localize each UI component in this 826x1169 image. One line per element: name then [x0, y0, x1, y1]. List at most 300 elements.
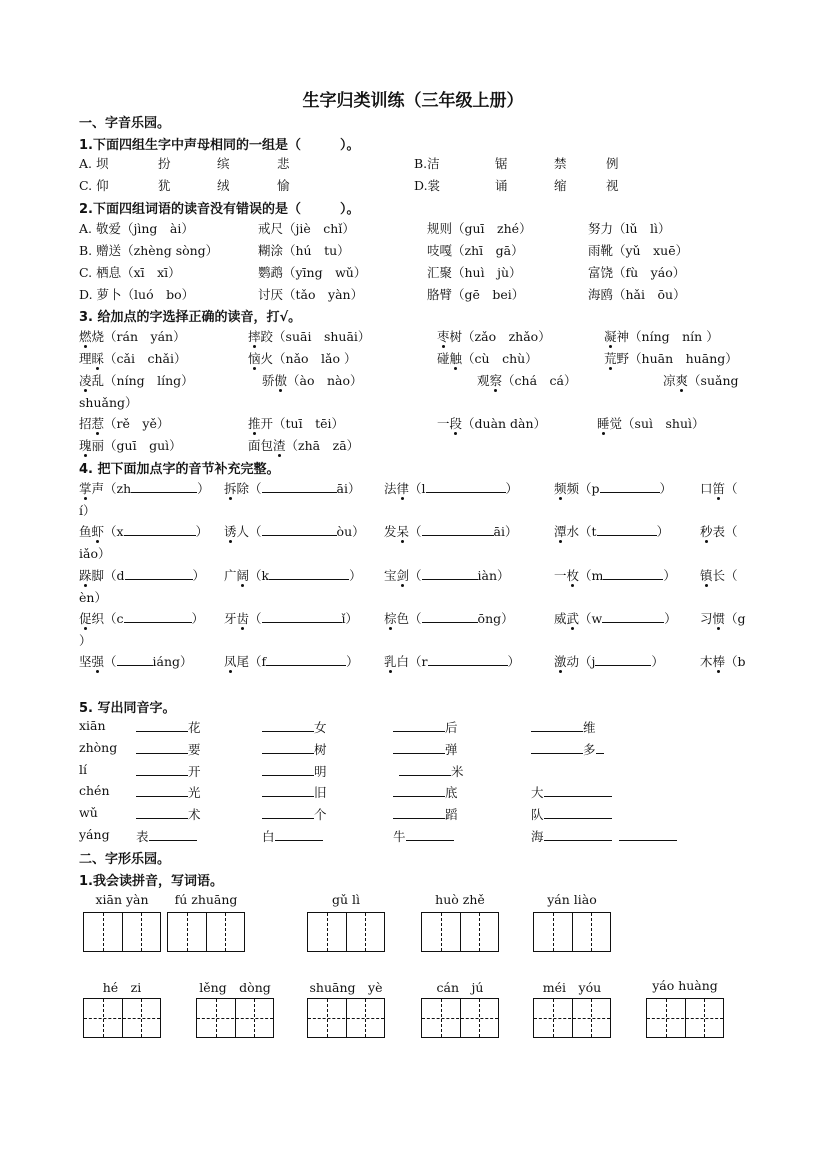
q4-answer-blank[interactable] — [262, 523, 337, 536]
dotted-char: 触 — [449, 351, 463, 366]
q2-option: 戒尺（jiè chǐ） — [258, 221, 355, 236]
dotted-char: 剑 — [396, 568, 410, 583]
char: 理 — [79, 351, 92, 366]
q3-pinyin-choices: （zhā zā） — [285, 438, 360, 453]
char: 碰 — [437, 351, 450, 366]
q4-prefix: （zh — [104, 481, 132, 496]
q3-pinyin-choices: （níng líng） — [104, 373, 194, 388]
q1-prompt: 1.下面四组生字中声母相同的一组是（ ）。 — [79, 138, 360, 153]
q4-suffix: ） — [659, 481, 673, 496]
q5-char: 明 — [314, 764, 327, 779]
q4-suffix: ） — [507, 654, 521, 669]
char: 发 — [384, 524, 397, 539]
dotted-char: 察 — [489, 373, 503, 388]
q5-char: 表 — [136, 829, 149, 844]
q4-item — [384, 566, 510, 584]
grid-divider — [460, 913, 461, 951]
q2-option: 讨厌（tǎo yàn） — [258, 287, 364, 302]
q4-answer-blank[interactable] — [602, 610, 664, 623]
q3-word — [248, 351, 273, 366]
dotted-char: 律 — [396, 481, 410, 496]
q3-pinyin-choices: （cù chù） — [462, 351, 538, 366]
writing-grid[interactable] — [421, 998, 499, 1038]
char: 乱 — [91, 373, 105, 388]
q4-answer-blank[interactable] — [269, 567, 349, 580]
dotted-char: 枣 — [437, 329, 450, 344]
q3-pinyin-choices: （tuī tēi） — [273, 416, 345, 431]
q1-option-a-2: 扮 — [158, 156, 171, 171]
q4-answer-blank[interactable] — [262, 610, 342, 623]
char: 织 — [91, 611, 105, 626]
q4-prefix: （ — [725, 568, 738, 583]
q4-word — [384, 568, 409, 583]
q5-char: 维 — [583, 720, 596, 735]
grid-guide-dashed — [327, 913, 328, 951]
q4-word — [224, 481, 249, 496]
writing-grid[interactable] — [83, 912, 161, 952]
char: 包 — [260, 438, 274, 453]
char: 脚 — [91, 568, 105, 583]
writing-grid[interactable] — [307, 912, 385, 952]
dotted-char: 惹 — [91, 416, 105, 431]
pinyin-label: gǔ lì — [331, 892, 361, 907]
q3-item — [79, 393, 138, 411]
q4-item — [79, 479, 210, 497]
q4-prefix: （j — [579, 654, 596, 669]
q4-suffix: ） — [664, 611, 677, 626]
q4-word — [79, 611, 104, 626]
q4-word — [700, 524, 725, 539]
q3-word — [248, 416, 273, 431]
char: 法 — [384, 481, 397, 496]
dotted-char: 诱 — [224, 524, 237, 539]
q1-option-b-1: B.洁 — [414, 156, 440, 171]
q4-prefix: （t — [579, 524, 597, 539]
q3-word — [79, 438, 104, 453]
q3-pinyin-choices: （guī guì） — [104, 438, 182, 453]
q3-pinyin-choices: （níng nín ） — [629, 329, 719, 344]
grid-divider — [346, 913, 347, 951]
dotted-char: 睬 — [91, 351, 105, 366]
char: 习 — [700, 611, 713, 626]
char: 声 — [91, 481, 105, 496]
q1-option-a-3: 缤 — [217, 156, 230, 171]
q5-item — [393, 740, 458, 758]
dotted-char: 频 — [554, 481, 567, 496]
q2-option: 海鸥（hǎi ōu） — [588, 287, 686, 302]
q3-word — [437, 416, 462, 431]
q4-prefix: （p — [579, 481, 600, 496]
q5-item — [136, 783, 201, 801]
q4-item — [384, 609, 514, 627]
q5-char: 蹈 — [445, 807, 458, 822]
page-title: 生字归类训练（三年级上册） — [302, 91, 524, 111]
q5-answer-blank[interactable] — [136, 784, 188, 797]
q4-prefix: （m — [579, 568, 604, 583]
q2-option: 胳臂（gē bei） — [427, 287, 525, 302]
q4-answer-blank[interactable] — [422, 523, 494, 536]
q4-answer-blank[interactable] — [125, 567, 193, 580]
q5-char: 后 — [445, 720, 458, 735]
q4-suffix: ǐ） — [341, 611, 359, 626]
q4-prefix: （ — [249, 524, 262, 539]
char: 骄 — [262, 373, 275, 388]
q5-pinyin: zhòng — [79, 740, 118, 755]
q5-answer-blank[interactable] — [136, 763, 188, 776]
q4-answer-blank[interactable] — [422, 567, 478, 580]
q5-answer-blank[interactable] — [275, 828, 323, 841]
q5-item — [262, 718, 327, 736]
q3-pinyin-choices: （duàn dàn） — [462, 416, 547, 431]
q5-answer-blank[interactable] — [531, 741, 583, 754]
q5-char: 白 — [262, 829, 275, 844]
q5-pinyin: wǔ — [79, 805, 98, 820]
q3-item — [248, 349, 357, 367]
q5-answer-blank[interactable] — [596, 741, 604, 754]
dotted-char: 笛 — [712, 481, 726, 496]
q1-option-a-1: A. 坝 — [79, 156, 109, 171]
q4-answer-blank[interactable] — [428, 653, 508, 666]
q5-answer-blank[interactable] — [399, 763, 451, 776]
q5-char: 大 — [531, 785, 544, 800]
grid-guide-dashed — [441, 913, 442, 951]
q3-word — [79, 373, 104, 388]
q5-char: 术 — [188, 807, 201, 822]
q5-answer-blank[interactable] — [393, 784, 445, 797]
q4-answer-blank[interactable] — [131, 480, 197, 493]
q2-option: 糊涂（hú tu） — [258, 243, 350, 258]
q4-word — [554, 611, 579, 626]
q4-prefix: （ — [249, 611, 262, 626]
q5-answer-blank[interactable] — [406, 828, 454, 841]
q5-answer-blank[interactable] — [136, 806, 188, 819]
q5-prompt: 5. 写出同音字。 — [79, 701, 176, 716]
q3-word — [604, 351, 629, 366]
pinyin-label: méi yóu — [542, 980, 602, 995]
q4-prefix: （g — [725, 611, 746, 626]
q4-prefix: （f — [249, 654, 267, 669]
dotted-char: 跺 — [79, 568, 92, 583]
q5-char: 树 — [314, 742, 327, 757]
q4-word — [79, 481, 104, 496]
q3-word — [79, 416, 104, 431]
q3-word — [262, 373, 287, 388]
q1-option-d-1: D.裳 — [414, 178, 441, 193]
grid-guide-dashed — [534, 1018, 610, 1019]
q2-option: 规则（guī zhé） — [427, 221, 532, 236]
q3-item — [248, 414, 344, 432]
grid-guide-dashed — [591, 913, 592, 951]
q4-item — [79, 652, 193, 670]
pinyin-label: lěng dòng — [199, 980, 271, 995]
dotted-char: 虾 — [91, 524, 105, 539]
q5-answer-blank[interactable] — [544, 784, 612, 797]
dotted-char: 掌 — [79, 481, 92, 496]
q5-answer-blank[interactable] — [544, 806, 612, 819]
q4-suffix: ōng） — [477, 611, 514, 626]
q3-item — [663, 371, 739, 389]
q4-word — [79, 568, 104, 583]
q3-pinyin-choices: （suǎng — [688, 373, 739, 388]
q3-pinyin-choices: shuǎng） — [79, 395, 138, 410]
q5-char: 要 — [188, 742, 201, 757]
grid-guide-dashed — [553, 913, 554, 951]
dotted-char: 燃 — [79, 329, 92, 344]
char: 白 — [396, 654, 410, 669]
q4-word — [384, 611, 409, 626]
q4-wrapped-text: èn） — [79, 590, 107, 605]
char: 长 — [712, 568, 726, 583]
q4-answer-blank[interactable] — [262, 480, 337, 493]
q5-item — [393, 805, 458, 823]
q4-word — [224, 524, 249, 539]
q5-answer-blank[interactable] — [136, 741, 188, 754]
char: 觉 — [609, 416, 623, 431]
q5-answer-blank[interactable] — [262, 784, 314, 797]
q4-prefix: （ — [409, 611, 422, 626]
q3-word — [79, 329, 104, 344]
q5-pinyin: xiān — [79, 718, 106, 733]
char: 除 — [236, 481, 250, 496]
q4-item — [700, 479, 738, 497]
char: 一 — [437, 416, 450, 431]
q4-suffix: āi） — [336, 481, 361, 496]
q4-answer-blank[interactable] — [422, 610, 478, 623]
q5-item — [531, 827, 677, 845]
char: 开 — [260, 416, 274, 431]
q4-word — [224, 611, 249, 626]
q4-word — [700, 481, 725, 496]
q4-answer-blank[interactable] — [117, 653, 153, 666]
dotted-char: 恼 — [248, 351, 261, 366]
dotted-char: 秒 — [700, 524, 713, 539]
q3-item — [437, 327, 551, 345]
pinyin-label: cán jú — [436, 980, 484, 995]
writing-grid[interactable] — [646, 998, 724, 1038]
q4-answer-blank[interactable] — [603, 567, 663, 580]
q1-option-b-3: 禁 — [554, 156, 567, 171]
q4-answer-blank[interactable] — [595, 653, 651, 666]
q4-item — [700, 522, 738, 540]
q4-answer-blank[interactable] — [597, 523, 657, 536]
q4-prefix: （r — [409, 654, 428, 669]
q5-answer-blank[interactable] — [149, 828, 197, 841]
dotted-char: 荒 — [604, 351, 617, 366]
writing-grid[interactable] — [533, 912, 611, 952]
q1-option-b-4: 例 — [606, 156, 619, 171]
q2-option: 富饶（fù yáo） — [588, 265, 686, 280]
q5-char: 牛 — [393, 829, 406, 844]
q3-item — [79, 436, 182, 454]
q1-option-d-3: 缩 — [554, 178, 567, 193]
q5-item — [262, 783, 327, 801]
dotted-char: 枚 — [566, 568, 580, 583]
q4-item — [79, 566, 205, 584]
q4-wrapped-text: ） — [79, 633, 92, 648]
grid-guide-dashed — [197, 1018, 273, 1019]
q5-item — [531, 740, 604, 758]
q4-item — [224, 479, 361, 497]
q5-char: 底 — [445, 785, 458, 800]
q1-option-c-2: 犹 — [158, 178, 171, 193]
q4-answer-blank[interactable] — [124, 610, 192, 623]
q4-word — [384, 654, 409, 669]
char: 牙 — [224, 611, 237, 626]
q4-suffix: ） — [656, 524, 670, 539]
q3-item — [248, 436, 359, 454]
q5-item — [399, 762, 464, 780]
q4-prompt: 4. 把下面加点字的音节补充完整。 — [79, 462, 280, 477]
char: 动 — [566, 654, 580, 669]
grid-guide-dashed — [365, 913, 366, 951]
q5-char: 个 — [314, 807, 327, 822]
q2-option: 汇聚（huì jù） — [427, 265, 522, 280]
char: 威 — [554, 611, 567, 626]
q4-word — [384, 524, 409, 539]
dotted-char: 段 — [449, 416, 463, 431]
q3-word — [663, 373, 688, 388]
q5-answer-blank[interactable] — [619, 828, 677, 841]
dotted-char: 促 — [79, 611, 92, 626]
q1-option-d-2: 诵 — [495, 178, 508, 193]
q4-item — [224, 566, 362, 584]
char: 树 — [449, 329, 463, 344]
writing-grid[interactable] — [307, 998, 385, 1038]
q4-prefix: （b — [725, 654, 746, 669]
q5-item — [531, 718, 596, 736]
q1-option-d-4: 视 — [606, 178, 619, 193]
q3-word — [597, 416, 622, 431]
char: 广 — [224, 568, 237, 583]
q4-item — [554, 566, 676, 584]
grid-guide-dashed — [141, 913, 142, 951]
writing-grid[interactable] — [83, 998, 161, 1038]
writing-grid[interactable] — [167, 912, 245, 952]
q4-prefix: （k — [249, 568, 270, 583]
writing-grid[interactable] — [533, 998, 611, 1038]
dotted-char: 呆 — [396, 524, 410, 539]
q5-answer-blank[interactable] — [262, 741, 314, 754]
q3-item — [604, 349, 738, 367]
q4-word — [224, 654, 249, 669]
q5-answer-blank[interactable] — [262, 806, 314, 819]
q3-pinyin-choices: （cǎi chǎi） — [104, 351, 187, 366]
grid-guide-dashed — [308, 1018, 384, 1019]
q4-word — [79, 654, 104, 669]
q3-pinyin-choices: （ào nào） — [287, 373, 363, 388]
char: 水 — [566, 524, 580, 539]
spacer — [612, 829, 620, 844]
q5-answer-blank[interactable] — [136, 719, 188, 732]
q4-prefix: （ — [249, 481, 262, 496]
q4-suffix: ） — [505, 481, 519, 496]
q5-answer-blank[interactable] — [393, 719, 445, 732]
q4-answer-blank[interactable] — [600, 480, 660, 493]
q4-answer-blank[interactable] — [266, 653, 346, 666]
q4-word — [224, 568, 249, 583]
dotted-char: 棒 — [712, 654, 726, 669]
dotted-char: 潭 — [554, 524, 567, 539]
q5-answer-blank[interactable] — [531, 719, 583, 732]
q5-answer-blank[interactable] — [393, 806, 445, 819]
dotted-char: 阔 — [236, 568, 250, 583]
q1-option-c-4: 愉 — [277, 178, 290, 193]
q4-item — [224, 609, 358, 627]
grid-guide-dashed — [422, 1018, 498, 1019]
q4-prefix: （d — [104, 568, 125, 583]
char: 野 — [616, 351, 630, 366]
q5-answer-blank[interactable] — [544, 828, 612, 841]
char: 烧 — [91, 329, 105, 344]
q5-answer-blank[interactable] — [262, 719, 314, 732]
writing-grid[interactable] — [196, 998, 274, 1038]
part1-heading: 一、字音乐园。 — [79, 116, 171, 131]
q3-pinyin-choices: （nǎo lǎo ） — [273, 351, 357, 366]
dotted-char: 乳 — [384, 654, 397, 669]
q4-suffix: iàn） — [477, 568, 510, 583]
grid-divider — [572, 913, 573, 951]
pinyin-label: yán liào — [547, 892, 597, 907]
q4-prefix: （ — [409, 524, 422, 539]
char: 观 — [477, 373, 490, 388]
dotted-char: 武 — [566, 611, 580, 626]
dotted-char: 睡 — [597, 416, 610, 431]
q2-prompt: 2.下面四组词语的读音没有错误的是（ ）。 — [79, 202, 360, 217]
q3-item — [604, 327, 719, 345]
q2-option: D. 萝卜（luó bo） — [79, 287, 195, 302]
q2-option: 努力（lǔ lì） — [588, 221, 671, 236]
dotted-char: 爽 — [675, 373, 689, 388]
writing-grid[interactable] — [421, 912, 499, 952]
dotted-char: 强 — [91, 654, 105, 669]
q5-char: 多 — [583, 742, 596, 757]
q5-item — [136, 827, 197, 845]
q5-answer-blank[interactable] — [262, 763, 314, 776]
q3-word — [477, 373, 502, 388]
pinyin-label: hé zi — [102, 980, 142, 995]
q3-pinyin-choices: （suì shuì） — [622, 416, 705, 431]
q4-suffix: òu） — [336, 524, 365, 539]
pinyin-label: huò zhě — [435, 892, 485, 907]
q4-item — [700, 609, 746, 627]
q5-char: 弹 — [445, 742, 458, 757]
q5-item — [136, 805, 201, 823]
q4-suffix: ） — [346, 654, 359, 669]
pinyin-label: fú zhuāng — [174, 892, 238, 907]
q4-answer-blank[interactable] — [124, 523, 196, 536]
q3-item — [79, 349, 186, 367]
pinyin-label: shuāng yè — [309, 980, 383, 995]
char: 频 — [566, 481, 580, 496]
q3-word — [79, 351, 104, 366]
grid-divider — [122, 913, 123, 951]
q5-item — [262, 827, 323, 845]
q2-option: 雨靴（yǔ xuē） — [588, 243, 689, 258]
q5-pinyin: chén — [79, 783, 110, 798]
dotted-char: 棕 — [384, 611, 397, 626]
char: 神 — [616, 329, 630, 344]
q4-word — [700, 611, 725, 626]
q1-option-b-2: 锯 — [495, 156, 508, 171]
q1-option-c-3: 绒 — [217, 178, 230, 193]
q2-option: C. 栖息（xī xī） — [79, 265, 181, 280]
q5-answer-blank[interactable] — [393, 741, 445, 754]
q1-option-c-1: C. 仰 — [79, 178, 109, 193]
q4-answer-blank[interactable] — [426, 480, 506, 493]
dotted-char: 凌 — [79, 373, 92, 388]
q3-item — [79, 371, 194, 389]
q4-prefix: （ — [725, 524, 738, 539]
